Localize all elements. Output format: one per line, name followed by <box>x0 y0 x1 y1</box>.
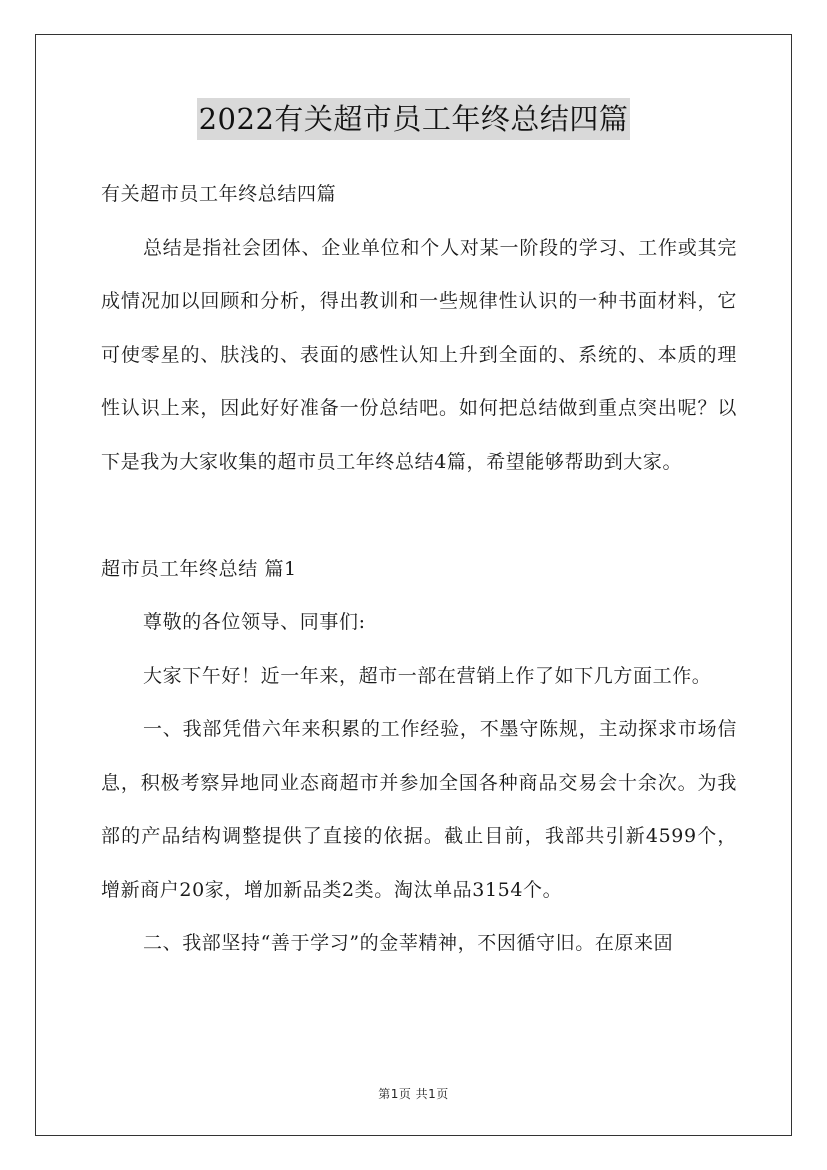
body-paragraph-greeting: 尊敬的各位领导、同事们: <box>143 611 366 633</box>
section-heading: 超市员工年终总结 篇1 <box>101 557 297 580</box>
page-number-footer: 第1页 共1页 <box>378 1087 449 1101</box>
intro-paragraph: 总结是指社会团体、企业单位和个人对某一阶段的学习、工作或其完成情况加以回顾和分析，得出教训和一些规律性认识的一种书面材料，它可使零星的、肤浅的、表面的感性认知上升到全面的、系统的、本质的理性认识上来，因此好好准备一份总结吧。如何把总结做到重点突出呢？以下是我为大家收集的超市员工年终总结4篇，希望能够帮助到大家。 <box>101 236 737 473</box>
document-body <box>101 168 737 971</box>
document-subtitle: 有关超市员工年终总结四篇 <box>101 183 337 205</box>
body-paragraph-point-two: 二、我部坚持“善于学习”的金莘精神，不因循守旧。在原来固 <box>143 932 674 954</box>
title-container <box>0 98 827 140</box>
document-title: 2022有关超市员工年终总结四篇 <box>197 98 631 140</box>
body-paragraph-opening: 大家下午好！近一年来，超市一部在营销上作了如下几方面工作。 <box>143 664 712 687</box>
body-paragraph-point-one: 一、我部凭借六年来积累的工作经验，不墨守陈规，主动探求市场信息，积极考察异地同业态商超市并参加全国各种商品交易会十余次。为我部的产品结构调整提供了直接的依据。截止目前，我部共引新4599个，增新商户20家，增加新品类2类。淘汰单品3154个。 <box>101 718 737 901</box>
blank-line <box>101 489 737 543</box>
